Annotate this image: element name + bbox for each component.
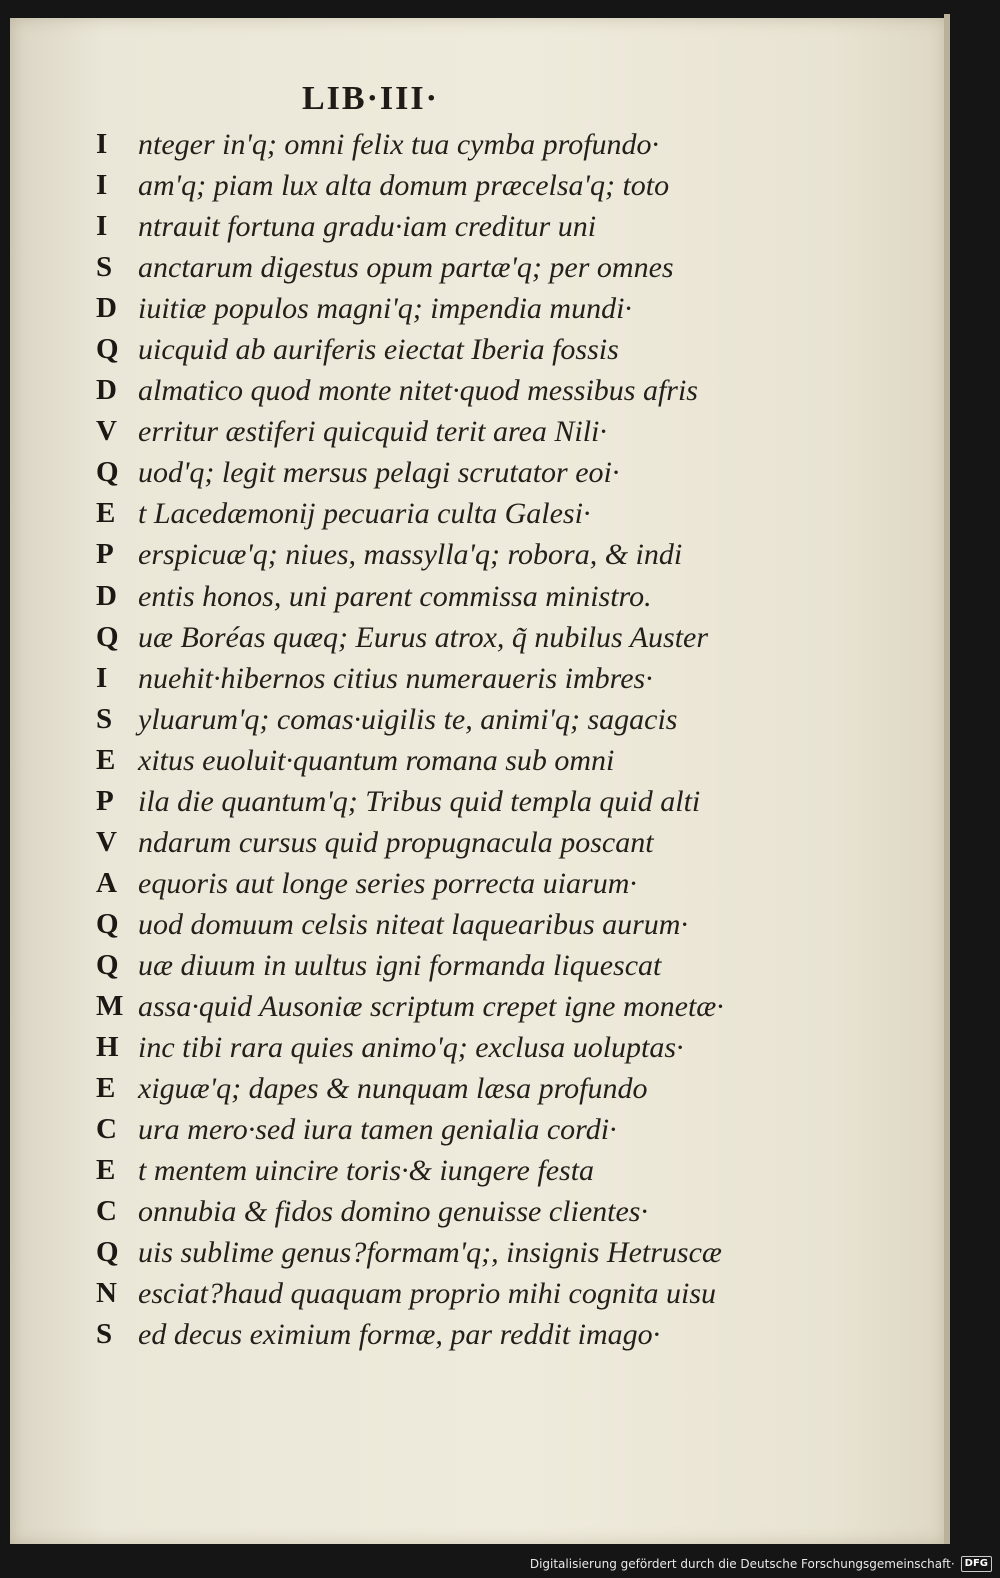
- verse-initial: I: [96, 210, 108, 243]
- verse-initial: E: [96, 497, 116, 530]
- verse-initial: V: [96, 825, 117, 858]
- verse-line: [96, 1150, 886, 1191]
- verse-initial: A: [96, 866, 117, 899]
- verse-text: esciat?haud quaquam proprio mihi cognita uisu: [138, 1277, 717, 1311]
- verse-line: [96, 617, 886, 658]
- verse-text: nuehit·hibernos citius numeraueris imbres·: [138, 661, 653, 695]
- verse-initial: E: [96, 1154, 116, 1187]
- verse-initial: P: [96, 784, 114, 817]
- verse-text: ila die quantum'q; Tribus quid templa quid alti: [138, 784, 701, 818]
- dfg-logo-icon: DFG: [961, 1556, 992, 1572]
- verse-text: uis sublime genus?formam'q;, insignis Hetruscæ: [138, 1236, 722, 1270]
- verse-line: [96, 452, 886, 493]
- verse-text: inc tibi rara quies animo'q; exclusa uoluptas·: [138, 1031, 684, 1065]
- verse-line: [96, 822, 886, 863]
- verse-text: equoris aut longe series porrecta uiarum·: [138, 866, 637, 900]
- verse-initial: Q: [96, 456, 119, 489]
- verse-line: [96, 658, 886, 699]
- verse-text: erritur æstiferi quicquid terit area Nili·: [138, 415, 607, 449]
- verse-initial: Q: [96, 620, 119, 653]
- verse-line: [96, 1068, 886, 1109]
- verse-initial: S: [96, 251, 113, 284]
- verse-line: [96, 288, 886, 329]
- verse-initial: H: [96, 1031, 119, 1064]
- verse-line: [96, 124, 886, 165]
- verse-line: [96, 247, 886, 288]
- verse-text: xiguæ'q; dapes & nunquam læsa profundo: [138, 1072, 648, 1106]
- verse-text: iuitiæ populos magni'q; impendia mundi·: [138, 292, 632, 326]
- verse-line: [96, 1109, 886, 1150]
- verse-text: almatico quod monte nitet·quod messibus afris: [138, 374, 698, 408]
- digitization-credit: [530, 1552, 992, 1576]
- verse-line: [96, 699, 886, 740]
- verse-text: uæ Boréas quæq; Eurus atrox, q̃ nubilus Auster: [138, 620, 709, 654]
- verse-line: [96, 863, 886, 904]
- verse-line: [96, 576, 886, 617]
- verse-initial: D: [96, 374, 117, 407]
- verse-text: anctarum digestus opum partæ'q; per omnes: [138, 251, 674, 285]
- verse-text: t mentem uincire toris·& iungere festa: [138, 1154, 595, 1188]
- verse-initial: S: [96, 702, 113, 735]
- verse-text: uod'q; legit mersus pelagi scrutator eoi·: [138, 456, 620, 490]
- verse-initial: Q: [96, 948, 119, 981]
- verse-line: [96, 206, 886, 247]
- verse-initial: D: [96, 292, 117, 325]
- verse-text: xitus euoluit·quantum romana sub omni: [138, 743, 615, 777]
- verse-text: nteger in'q; omni felix tua cymba profundo·: [138, 128, 660, 161]
- verse-line: [96, 411, 886, 452]
- verse-line: [96, 1273, 886, 1314]
- verse-text: uæ diuum in uultus igni formanda liquescat: [138, 948, 662, 982]
- verse-text: am'q; piam lux alta domum præcelsa'q; toto: [138, 169, 670, 203]
- verse-line: [96, 1232, 886, 1273]
- verse-text: onnubia & fidos domino genuisse clientes·: [138, 1195, 648, 1229]
- verse-initial: Q: [96, 333, 119, 366]
- verse-text: ed decus eximium formæ, par reddit imago·: [138, 1318, 661, 1352]
- verse-line: [96, 904, 886, 945]
- verse-text: uod domuum celsis niteat laquearibus aurum·: [138, 907, 688, 941]
- verse-initial: S: [96, 1318, 113, 1351]
- verse-text: t Lacedæmonij pecuaria culta Galesi·: [138, 497, 591, 531]
- verse-initial: C: [96, 1195, 117, 1228]
- verse-initial: I: [96, 169, 108, 202]
- credit-text: Digitalisierung gefördert durch die Deutsche Forschungsgemeinschaft·: [529, 1557, 955, 1571]
- verse-text: yluarum'q; comas·uigilis te, animi'q; sagacis: [138, 702, 678, 736]
- verse-initial: C: [96, 1113, 117, 1146]
- verse-text: ura mero·sed iura tamen genialia cordi·: [138, 1113, 617, 1147]
- verse-initial: Q: [96, 907, 119, 940]
- verse-initial: P: [96, 538, 114, 571]
- verse-text: erspicuæ'q; niues, massylla'q; robora, & indi: [138, 538, 683, 572]
- verse-initial: D: [96, 579, 117, 612]
- verse-text: assa·quid Ausoniæ scriptum crepet igne monetæ·: [138, 989, 724, 1023]
- verse-line: [96, 1191, 886, 1232]
- verse-line: [96, 781, 886, 822]
- verse-initial: V: [96, 415, 117, 448]
- verse-text: uicquid ab auriferis eiectat Iberia fossis: [138, 333, 619, 367]
- verse-line: [96, 165, 886, 206]
- verse-initial: I: [96, 128, 108, 160]
- verse-text: entis honos, uni parent commissa ministro.: [138, 579, 652, 613]
- verse-line: [96, 1314, 886, 1355]
- verse-initial: E: [96, 743, 116, 776]
- verse-line: [96, 986, 886, 1027]
- book-page: [10, 18, 946, 1544]
- verse-initial: M: [96, 989, 124, 1022]
- verse-initial: E: [96, 1072, 116, 1105]
- verse-line: [96, 740, 886, 781]
- verse-initial: Q: [96, 1236, 119, 1269]
- verse-line: [96, 370, 886, 411]
- verse-text: ndarum cursus quid propugnacula poscant: [138, 825, 654, 859]
- verse-line: [96, 534, 886, 575]
- verse-line: [96, 329, 886, 370]
- verse-line: [96, 1027, 886, 1068]
- verse-block: [96, 124, 886, 1355]
- page-edge: [944, 14, 950, 1544]
- verse-line: [96, 493, 886, 534]
- verse-initial: I: [96, 661, 108, 694]
- running-header: LIB·III·: [302, 80, 439, 117]
- verse-line: [96, 945, 886, 986]
- verse-text: ntrauit fortuna gradu·iam creditur uni: [138, 210, 597, 244]
- verse-initial: N: [96, 1277, 117, 1310]
